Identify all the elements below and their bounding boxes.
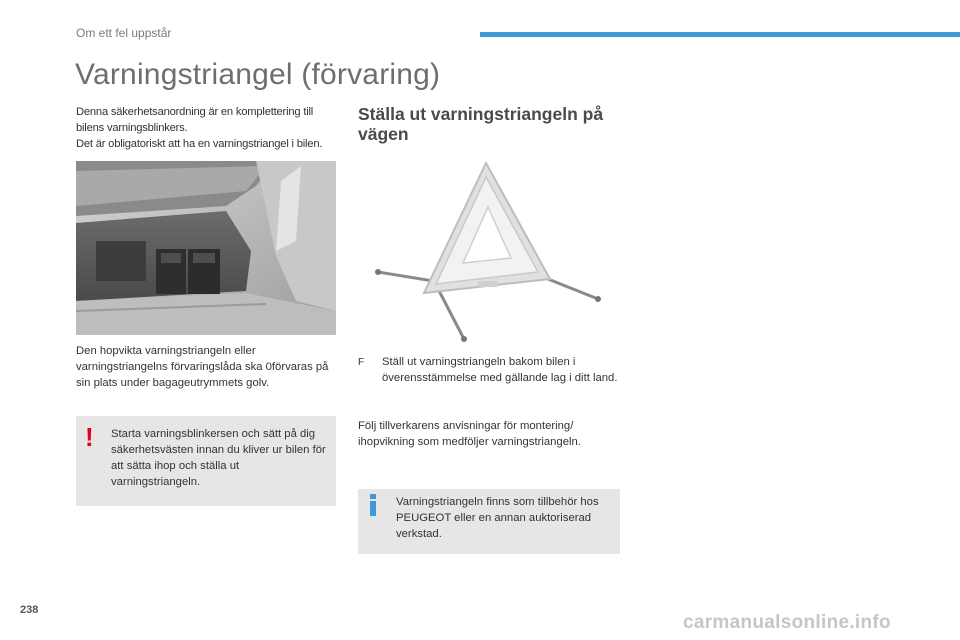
warning-triangle-photo [358,157,620,347]
bullet-text: Ställ ut varningstriangeln bakom bilen i överensstämmelse med gällande lag i ditt land. [382,356,618,384]
bullet-marker: F [358,357,365,368]
intro-text [76,104,344,152]
header-accent-bar [480,32,960,37]
page-title: Varningstriangel (förvaring) [75,58,441,91]
intro-line-1: Denna säkerhetsanordning är en komplettering till bilens varningsblinkers. [76,106,314,134]
trunk-storage-illustration [76,161,336,335]
trunk-storage-photo [76,161,336,335]
warning-triangle-illustration [358,157,620,347]
info-icon [370,494,377,514]
intro-line-2: Det är obligatoriskt att ha en varningstriangel i bilen. [76,138,323,150]
watermark[interactable]: carmanualsonline.info [683,612,891,633]
instructions-text: Följ tillverkarens anvisningar för montering/ ihopvikning som medföljer varningstriangeln. [358,420,581,448]
info-text: Varningstriangeln finns som tillbehör hos PEUGEOT eller en annan auktoriserad verkstad. [396,496,599,540]
page-number: 238 [20,604,39,616]
exclamation-icon: ! [85,422,94,452]
section-label: Om ett fel uppstår [76,26,172,40]
warning-text: Starta varningsblinkersen och sätt på dig säkerhetsvästen innan du kliver ur bilen för att sätta ihop och ställa ut varningstriangeln. [111,428,326,488]
trunk-caption: Den hopvikta varningstriangeln eller varningstriangelns förvaringslåda ska 0förvaras på sin plats under bagageutrymmets golv. [76,345,329,389]
section-heading: Ställa ut varningstriangeln på vägen [358,104,604,144]
